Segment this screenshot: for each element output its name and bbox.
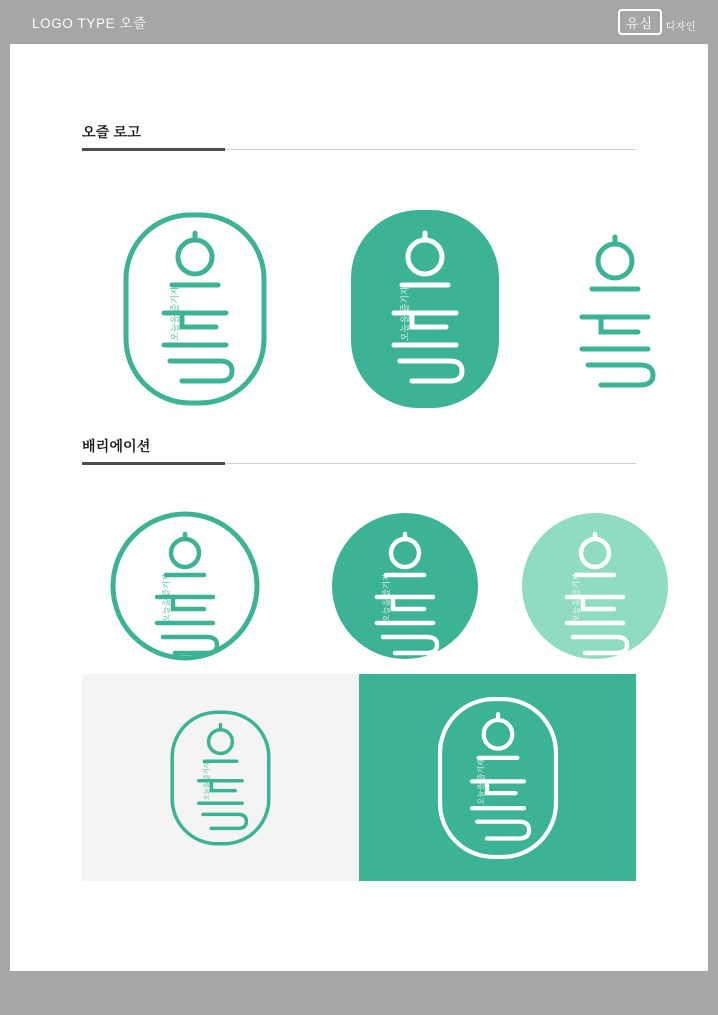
logo-solid-circle xyxy=(310,510,500,662)
logo-tagline-text: 오늘을 즐기자 xyxy=(400,286,410,341)
logo-outline-capsule xyxy=(70,209,320,409)
panel-light-background xyxy=(82,674,359,881)
brand-logo xyxy=(618,9,696,35)
panel-green-background xyxy=(359,674,636,881)
section-logo-heading xyxy=(82,122,636,150)
logo-light-circle xyxy=(500,510,690,662)
logo-tagline-text: 오늘을 즐기자 xyxy=(476,758,486,805)
section-variation-rule xyxy=(82,463,636,464)
logo-wordmark-only xyxy=(530,229,700,389)
logo-outline-circle xyxy=(60,510,310,662)
brand-sub-text: 디자인 xyxy=(665,22,696,33)
page-header-title: LOGO TYPE 오즐 xyxy=(32,16,147,31)
logo-wordmark-art xyxy=(560,229,670,389)
logo-row-variations xyxy=(10,496,708,676)
logo-tagline-text: 오늘을 즐기자 xyxy=(203,761,211,800)
logo-on-green-panel-art xyxy=(435,694,561,862)
page-footer xyxy=(0,971,718,1015)
logo-tagline-text: 오늘을 즐기자 xyxy=(382,573,391,622)
section-logo-title: 오즐 로고 xyxy=(82,124,141,140)
logo-solid-circle-art xyxy=(329,510,481,662)
logo-tagline-text: 오늘을 즐기자 xyxy=(162,573,171,622)
section-variation-heading xyxy=(82,436,636,464)
logo-outline-capsule-art xyxy=(120,209,270,409)
logo-light-circle-art xyxy=(519,510,671,662)
logo-row-primary xyxy=(10,194,708,424)
page-content xyxy=(10,44,708,971)
section-variation-title: 배리에이션 xyxy=(82,438,151,454)
logo-tagline-text: 오늘을 즐기자 xyxy=(572,573,581,622)
page-header xyxy=(0,0,718,44)
logo-on-light-panel-art xyxy=(168,708,273,848)
logo-solid-capsule xyxy=(320,208,530,410)
brand-mark-text: 유심 xyxy=(618,9,662,35)
logo-tagline-text: 오늘을 즐기자 xyxy=(170,286,180,341)
logo-solid-capsule-art xyxy=(349,208,501,410)
section-logo-rule xyxy=(82,149,636,150)
logo-outline-circle-art xyxy=(109,510,261,662)
